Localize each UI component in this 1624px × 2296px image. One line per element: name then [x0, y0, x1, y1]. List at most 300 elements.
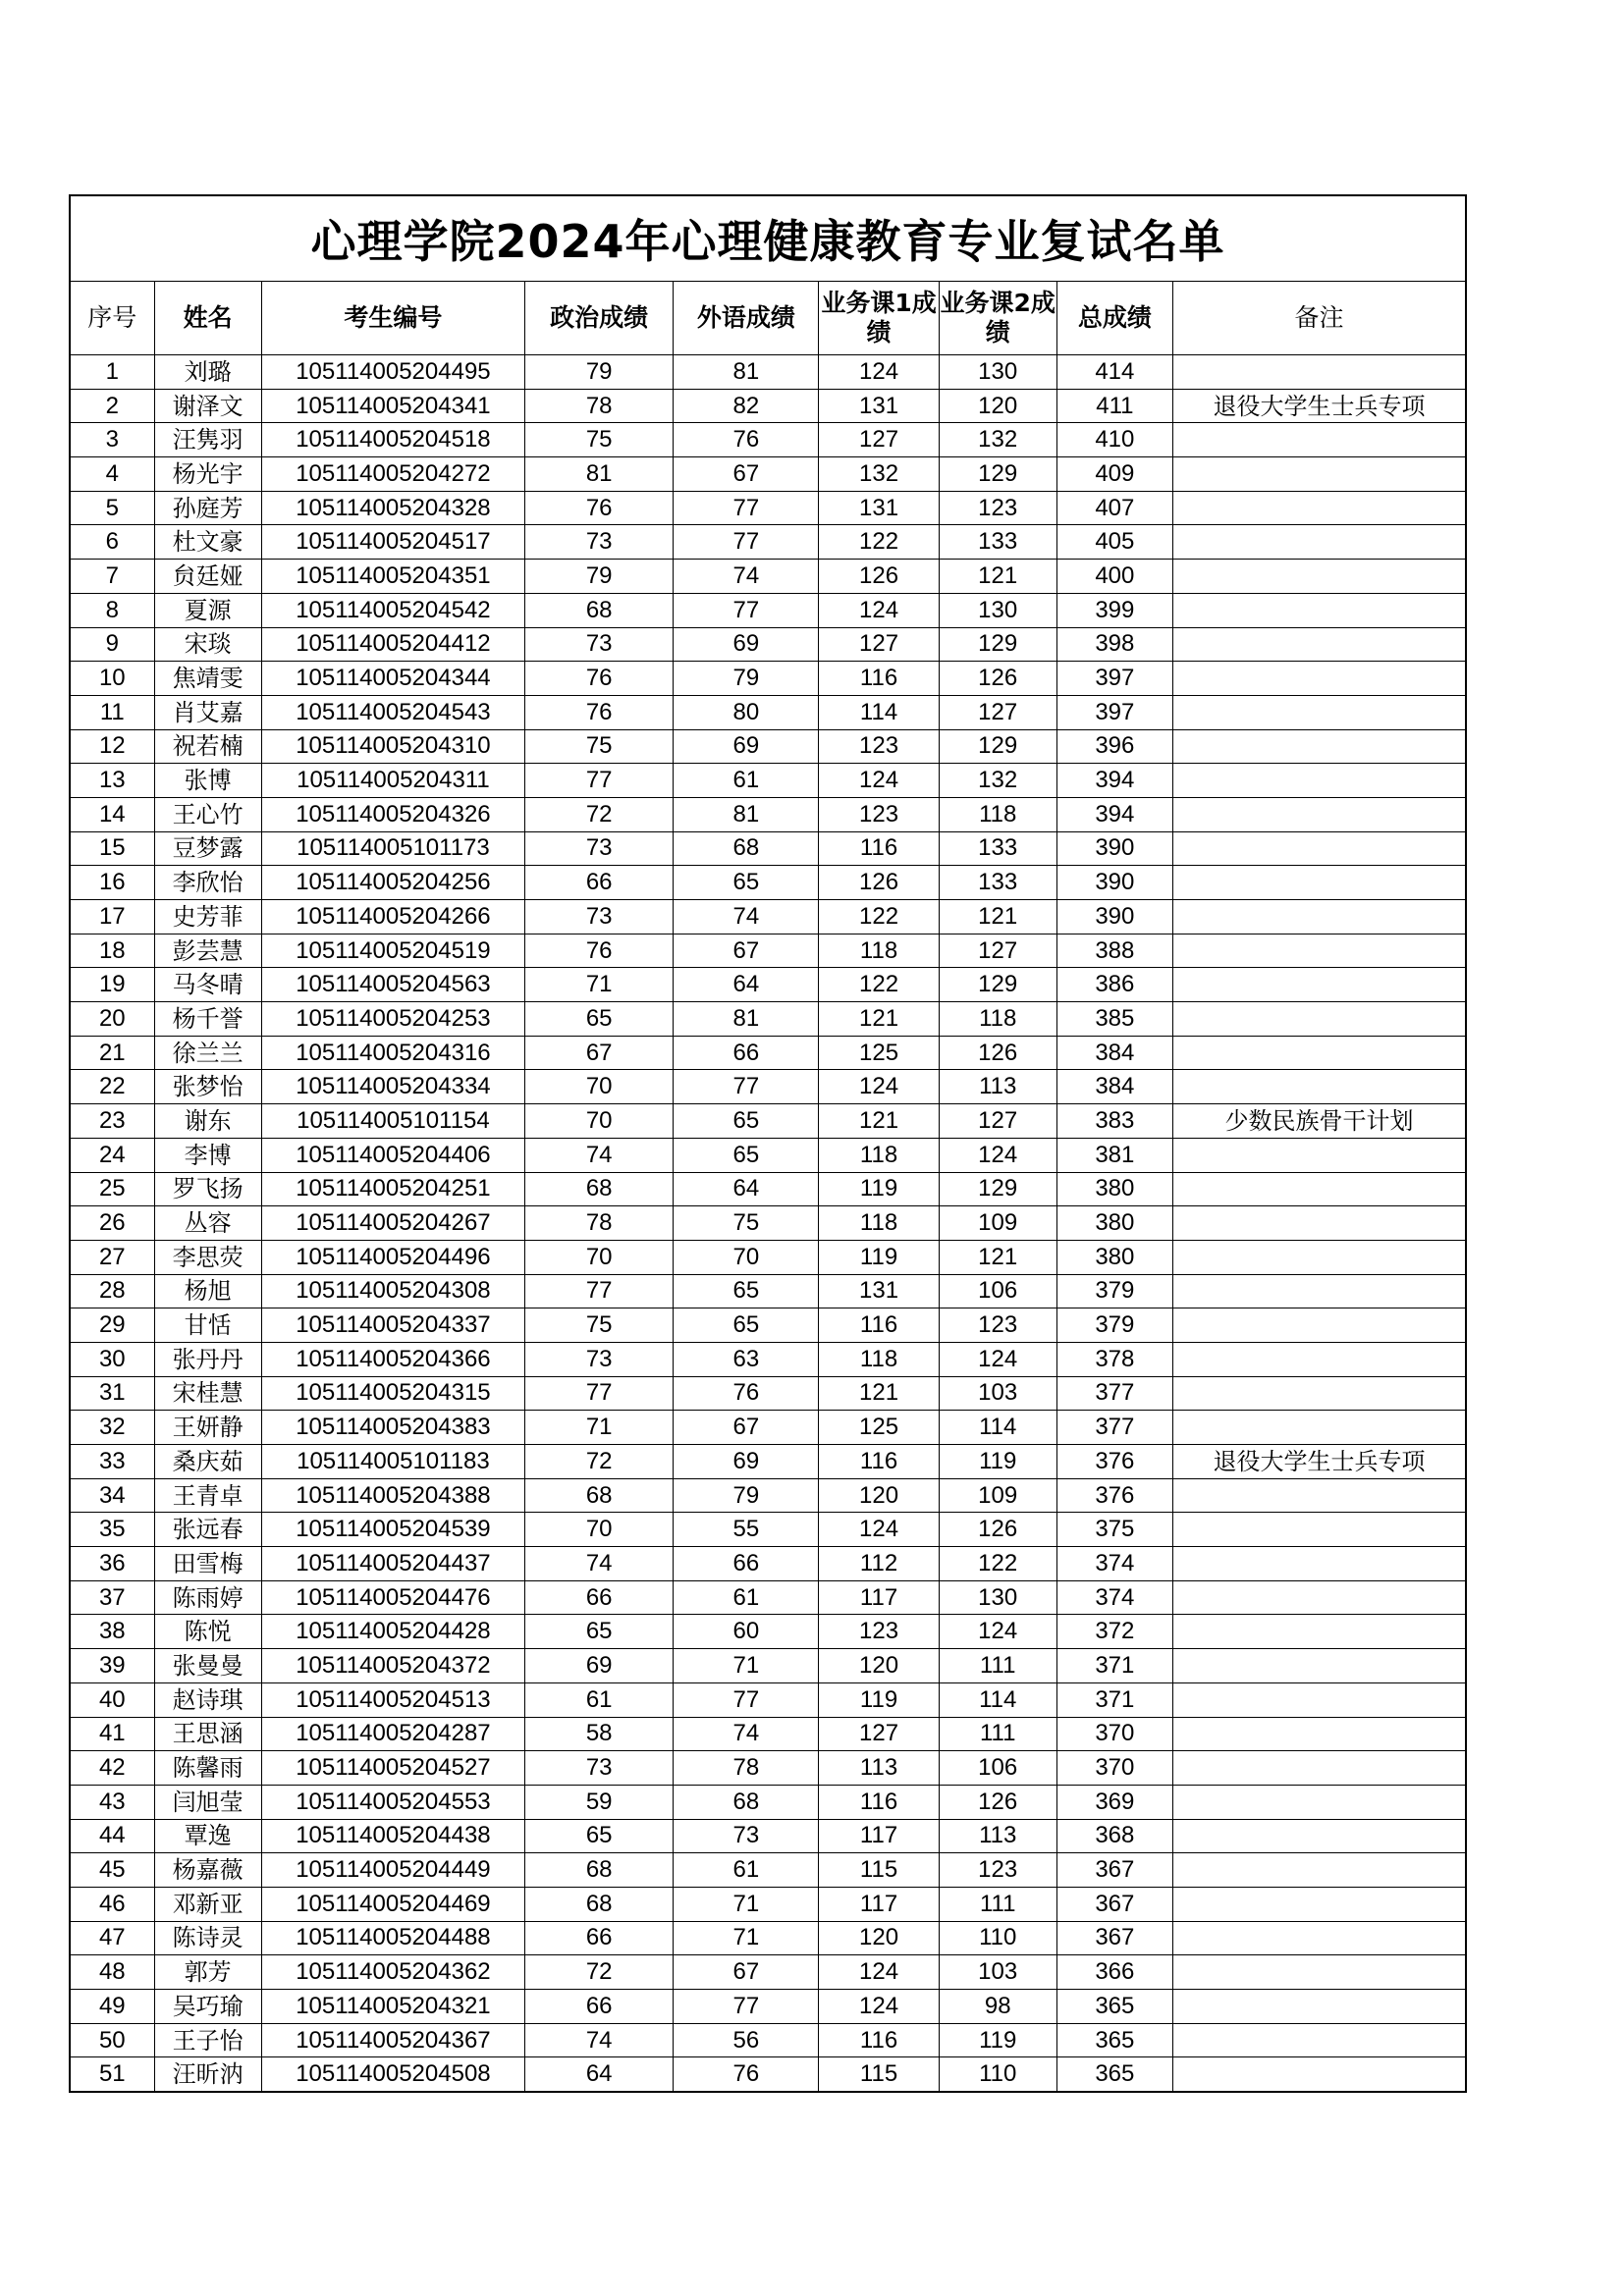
cell-name: 李博	[154, 1138, 261, 1172]
cell-candidate-id: 105114005204321	[261, 1990, 524, 2024]
table-row	[70, 1513, 1466, 1547]
cell-name: 丛容	[154, 1206, 261, 1241]
cell-index: 2	[70, 389, 154, 423]
cell-foreign-language: 71	[674, 1921, 819, 1955]
cell-politics: 70	[525, 1104, 674, 1139]
cell-candidate-id: 105114005204438	[261, 1819, 524, 1853]
cell-remarks	[1172, 423, 1466, 457]
cell-candidate-id: 105114005204539	[261, 1513, 524, 1547]
cell-subject1: 126	[819, 560, 939, 594]
cell-name: 张曼曼	[154, 1649, 261, 1683]
cell-foreign-language: 71	[674, 1887, 819, 1921]
cell-name: 李欣怡	[154, 866, 261, 900]
cell-subject2: 132	[939, 423, 1056, 457]
cell-total: 367	[1056, 1887, 1172, 1921]
cell-foreign-language: 79	[674, 662, 819, 696]
cell-subject2: 123	[939, 491, 1056, 525]
cell-subject1: 119	[819, 1172, 939, 1206]
cell-index: 31	[70, 1376, 154, 1411]
cell-name: 宋琰	[154, 627, 261, 662]
table-row	[70, 695, 1466, 729]
cell-candidate-id: 105114005204476	[261, 1580, 524, 1615]
cell-remarks	[1172, 1921, 1466, 1955]
cell-subject1: 119	[819, 1682, 939, 1717]
cell-name: 闫旭莹	[154, 1785, 261, 1819]
cell-foreign-language: 79	[674, 1478, 819, 1513]
cell-subject2: 126	[939, 662, 1056, 696]
cell-subject1: 123	[819, 1615, 939, 1649]
cell-subject2: 126	[939, 1785, 1056, 1819]
cell-remarks	[1172, 1853, 1466, 1888]
cell-total: 380	[1056, 1172, 1172, 1206]
cell-remarks	[1172, 627, 1466, 662]
cell-subject2: 130	[939, 593, 1056, 627]
cell-subject2: 118	[939, 1002, 1056, 1037]
cell-foreign-language: 77	[674, 525, 819, 560]
cell-index: 3	[70, 423, 154, 457]
table-row	[70, 1955, 1466, 1990]
cell-foreign-language: 68	[674, 831, 819, 866]
cell-subject2: 129	[939, 1172, 1056, 1206]
cell-index: 18	[70, 934, 154, 968]
table-row	[70, 1036, 1466, 1070]
cell-candidate-id: 105114005204287	[261, 1717, 524, 1751]
cell-subject1: 116	[819, 1445, 939, 1479]
cell-politics: 73	[525, 1342, 674, 1376]
cell-politics: 67	[525, 1036, 674, 1070]
cell-politics: 61	[525, 1682, 674, 1717]
cell-index: 16	[70, 866, 154, 900]
cell-foreign-language: 63	[674, 1342, 819, 1376]
cell-total: 400	[1056, 560, 1172, 594]
cell-remarks: 退役大学生士兵专项	[1172, 389, 1466, 423]
cell-remarks	[1172, 968, 1466, 1002]
cell-subject1: 116	[819, 2023, 939, 2057]
cell-remarks	[1172, 729, 1466, 764]
cell-subject2: 103	[939, 1955, 1056, 1990]
cell-remarks	[1172, 1376, 1466, 1411]
cell-subject1: 124	[819, 764, 939, 798]
table-row	[70, 1649, 1466, 1683]
cell-subject2: 122	[939, 1547, 1056, 1581]
cell-remarks	[1172, 491, 1466, 525]
cell-total: 378	[1056, 1342, 1172, 1376]
cell-total: 377	[1056, 1376, 1172, 1411]
cell-politics: 69	[525, 1649, 674, 1683]
cell-subject2: 119	[939, 1445, 1056, 1479]
cell-candidate-id: 105114005204334	[261, 1070, 524, 1104]
cell-index: 19	[70, 968, 154, 1002]
cell-subject1: 125	[819, 1036, 939, 1070]
cell-subject1: 122	[819, 525, 939, 560]
cell-politics: 72	[525, 1445, 674, 1479]
cell-name: 谢东	[154, 1104, 261, 1139]
cell-index: 28	[70, 1274, 154, 1308]
table-row	[70, 1274, 1466, 1308]
cell-subject1: 124	[819, 1070, 939, 1104]
cell-name: 焦靖雯	[154, 662, 261, 696]
cell-remarks	[1172, 1955, 1466, 1990]
cell-politics: 78	[525, 1206, 674, 1241]
cell-subject2: 127	[939, 1104, 1056, 1139]
cell-total: 384	[1056, 1070, 1172, 1104]
cell-name: 杜文豪	[154, 525, 261, 560]
cell-politics: 72	[525, 797, 674, 831]
table-row	[70, 1445, 1466, 1479]
cell-total: 365	[1056, 2057, 1172, 2092]
cell-subject1: 132	[819, 457, 939, 492]
cell-foreign-language: 65	[674, 1274, 819, 1308]
cell-total: 367	[1056, 1921, 1172, 1955]
cell-politics: 66	[525, 1990, 674, 2024]
cell-foreign-language: 69	[674, 627, 819, 662]
cell-subject2: 130	[939, 355, 1056, 390]
col-header-foreign-language: 外语成绩	[674, 282, 819, 355]
cell-candidate-id: 105114005204495	[261, 355, 524, 390]
cell-remarks	[1172, 593, 1466, 627]
cell-candidate-id: 105114005204553	[261, 1785, 524, 1819]
cell-subject2: 129	[939, 627, 1056, 662]
cell-index: 21	[70, 1036, 154, 1070]
cell-politics: 64	[525, 2057, 674, 2092]
table-row	[70, 2023, 1466, 2057]
cell-subject2: 110	[939, 1921, 1056, 1955]
cell-total: 372	[1056, 1615, 1172, 1649]
cell-foreign-language: 77	[674, 491, 819, 525]
cell-foreign-language: 73	[674, 1819, 819, 1853]
cell-subject1: 124	[819, 1955, 939, 1990]
cell-name: 张丹丹	[154, 1342, 261, 1376]
table-row	[70, 1887, 1466, 1921]
cell-total: 376	[1056, 1445, 1172, 1479]
table-row	[70, 1308, 1466, 1343]
table-row	[70, 1070, 1466, 1104]
cell-total: 397	[1056, 662, 1172, 696]
cell-foreign-language: 76	[674, 423, 819, 457]
cell-remarks	[1172, 662, 1466, 696]
cell-name: 彭芸慧	[154, 934, 261, 968]
table-row	[70, 491, 1466, 525]
cell-remarks	[1172, 1070, 1466, 1104]
cell-name: 田雪梅	[154, 1547, 261, 1581]
cell-index: 48	[70, 1955, 154, 1990]
cell-total: 394	[1056, 764, 1172, 798]
cell-politics: 79	[525, 560, 674, 594]
cell-foreign-language: 69	[674, 1445, 819, 1479]
cell-subject1: 121	[819, 1002, 939, 1037]
cell-subject2: 133	[939, 525, 1056, 560]
header-row	[70, 282, 1466, 355]
cell-subject2: 124	[939, 1615, 1056, 1649]
cell-total: 371	[1056, 1682, 1172, 1717]
cell-subject2: 120	[939, 389, 1056, 423]
cell-politics: 79	[525, 355, 674, 390]
table-row	[70, 560, 1466, 594]
cell-subject1: 118	[819, 1206, 939, 1241]
cell-subject1: 117	[819, 1819, 939, 1853]
cell-index: 10	[70, 662, 154, 696]
cell-subject2: 111	[939, 1717, 1056, 1751]
cell-politics: 78	[525, 389, 674, 423]
cell-subject2: 127	[939, 934, 1056, 968]
cell-total: 370	[1056, 1751, 1172, 1786]
cell-index: 30	[70, 1342, 154, 1376]
cell-index: 8	[70, 593, 154, 627]
table-row	[70, 1478, 1466, 1513]
cell-remarks	[1172, 900, 1466, 934]
cell-candidate-id: 105114005204518	[261, 423, 524, 457]
cell-politics: 71	[525, 1411, 674, 1445]
cell-remarks	[1172, 1819, 1466, 1853]
cell-candidate-id: 105114005204253	[261, 1002, 524, 1037]
cell-subject2: 118	[939, 797, 1056, 831]
cell-subject2: 123	[939, 1853, 1056, 1888]
cell-candidate-id: 105114005101173	[261, 831, 524, 866]
cell-remarks	[1172, 1206, 1466, 1241]
cell-foreign-language: 74	[674, 560, 819, 594]
table-row	[70, 900, 1466, 934]
cell-remarks	[1172, 2057, 1466, 2092]
cell-index: 27	[70, 1240, 154, 1274]
table-row	[70, 1921, 1466, 1955]
col-header-subject1: 业务课1成绩	[819, 282, 939, 355]
cell-foreign-language: 67	[674, 934, 819, 968]
cell-name: 豆梦露	[154, 831, 261, 866]
cell-foreign-language: 64	[674, 1172, 819, 1206]
cell-index: 50	[70, 2023, 154, 2057]
cell-subject1: 124	[819, 1513, 939, 1547]
cell-subject2: 114	[939, 1411, 1056, 1445]
cell-foreign-language: 75	[674, 1206, 819, 1241]
cell-subject1: 131	[819, 1274, 939, 1308]
cell-candidate-id: 105114005204316	[261, 1036, 524, 1070]
cell-index: 35	[70, 1513, 154, 1547]
cell-politics: 73	[525, 627, 674, 662]
cell-politics: 68	[525, 1887, 674, 1921]
cell-remarks	[1172, 355, 1466, 390]
cell-subject2: 124	[939, 1342, 1056, 1376]
cell-subject2: 106	[939, 1751, 1056, 1786]
cell-index: 14	[70, 797, 154, 831]
cell-name: 汪隽羽	[154, 423, 261, 457]
cell-index: 17	[70, 900, 154, 934]
cell-name: 张梦怡	[154, 1070, 261, 1104]
cell-remarks	[1172, 1717, 1466, 1751]
cell-subject2: 133	[939, 831, 1056, 866]
cell-candidate-id: 105114005204563	[261, 968, 524, 1002]
cell-subject2: 103	[939, 1376, 1056, 1411]
col-header-index: 序号	[70, 282, 154, 355]
col-header-total: 总成绩	[1056, 282, 1172, 355]
cell-remarks	[1172, 560, 1466, 594]
cell-candidate-id: 105114005204362	[261, 1955, 524, 1990]
cell-total: 383	[1056, 1104, 1172, 1139]
cell-foreign-language: 60	[674, 1615, 819, 1649]
cell-subject1: 115	[819, 1853, 939, 1888]
cell-total: 365	[1056, 2023, 1172, 2057]
cell-index: 13	[70, 764, 154, 798]
cell-index: 23	[70, 1104, 154, 1139]
cell-name: 杨嘉薇	[154, 1853, 261, 1888]
cell-foreign-language: 61	[674, 1853, 819, 1888]
cell-total: 368	[1056, 1819, 1172, 1853]
cell-name: 王子怡	[154, 2023, 261, 2057]
table-row	[70, 866, 1466, 900]
cell-politics: 66	[525, 866, 674, 900]
cell-total: 379	[1056, 1274, 1172, 1308]
cell-name: 覃逸	[154, 1819, 261, 1853]
cell-name: 贠廷娅	[154, 560, 261, 594]
cell-total: 397	[1056, 695, 1172, 729]
table-row	[70, 355, 1466, 390]
cell-subject1: 122	[819, 900, 939, 934]
table-row	[70, 1411, 1466, 1445]
cell-name: 宋桂慧	[154, 1376, 261, 1411]
cell-name: 马冬晴	[154, 968, 261, 1002]
table-row	[70, 1751, 1466, 1786]
cell-total: 370	[1056, 1717, 1172, 1751]
cell-name: 王青卓	[154, 1478, 261, 1513]
cell-remarks	[1172, 797, 1466, 831]
cell-candidate-id: 105114005204367	[261, 2023, 524, 2057]
cell-remarks	[1172, 1138, 1466, 1172]
cell-name: 陈馨雨	[154, 1751, 261, 1786]
cell-politics: 68	[525, 593, 674, 627]
cell-candidate-id: 105114005204542	[261, 593, 524, 627]
cell-index: 9	[70, 627, 154, 662]
cell-total: 410	[1056, 423, 1172, 457]
table-row	[70, 1853, 1466, 1888]
cell-remarks	[1172, 2023, 1466, 2057]
cell-name: 王思涵	[154, 1717, 261, 1751]
cell-subject1: 113	[819, 1751, 939, 1786]
cell-subject2: 126	[939, 1513, 1056, 1547]
cell-total: 384	[1056, 1036, 1172, 1070]
cell-subject2: 121	[939, 900, 1056, 934]
cell-politics: 73	[525, 831, 674, 866]
cell-remarks	[1172, 764, 1466, 798]
table-row	[70, 525, 1466, 560]
cell-name: 郭芳	[154, 1955, 261, 1990]
cell-subject2: 124	[939, 1138, 1056, 1172]
cell-subject1: 120	[819, 1649, 939, 1683]
cell-foreign-language: 65	[674, 1138, 819, 1172]
cell-total: 390	[1056, 900, 1172, 934]
col-header-candidate-id: 考生编号	[261, 282, 524, 355]
cell-total: 365	[1056, 1990, 1172, 2024]
cell-index: 1	[70, 355, 154, 390]
cell-subject1: 118	[819, 1342, 939, 1376]
page-title: 心理学院2024年心理健康教育专业复试名单	[70, 195, 1466, 282]
cell-subject2: 130	[939, 1580, 1056, 1615]
cell-total: 414	[1056, 355, 1172, 390]
cell-candidate-id: 105114005204517	[261, 525, 524, 560]
cell-index: 32	[70, 1411, 154, 1445]
cell-foreign-language: 56	[674, 2023, 819, 2057]
cell-remarks	[1172, 1990, 1466, 2024]
table-row	[70, 729, 1466, 764]
cell-foreign-language: 66	[674, 1036, 819, 1070]
cell-foreign-language: 81	[674, 1002, 819, 1037]
cell-subject2: 121	[939, 560, 1056, 594]
cell-name: 肖艾嘉	[154, 695, 261, 729]
table-row	[70, 968, 1466, 1002]
cell-subject2: 126	[939, 1036, 1056, 1070]
cell-politics: 74	[525, 1138, 674, 1172]
cell-index: 43	[70, 1785, 154, 1819]
cell-subject1: 124	[819, 1990, 939, 2024]
cell-name: 孙庭芳	[154, 491, 261, 525]
cell-index: 4	[70, 457, 154, 492]
cell-candidate-id: 105114005204310	[261, 729, 524, 764]
cell-candidate-id: 105114005204315	[261, 1376, 524, 1411]
cell-name: 罗飞扬	[154, 1172, 261, 1206]
cell-name: 史芳菲	[154, 900, 261, 934]
cell-total: 405	[1056, 525, 1172, 560]
cell-politics: 76	[525, 695, 674, 729]
cell-politics: 76	[525, 934, 674, 968]
cell-index: 15	[70, 831, 154, 866]
cell-total: 381	[1056, 1138, 1172, 1172]
cell-candidate-id: 105114005204428	[261, 1615, 524, 1649]
cell-foreign-language: 77	[674, 593, 819, 627]
cell-name: 陈悦	[154, 1615, 261, 1649]
cell-politics: 59	[525, 1785, 674, 1819]
cell-total: 369	[1056, 1785, 1172, 1819]
cell-remarks	[1172, 1036, 1466, 1070]
cell-politics: 68	[525, 1478, 674, 1513]
cell-subject1: 115	[819, 2057, 939, 2092]
cell-politics: 70	[525, 1513, 674, 1547]
table-row	[70, 423, 1466, 457]
cell-total: 371	[1056, 1649, 1172, 1683]
cell-total: 376	[1056, 1478, 1172, 1513]
cell-foreign-language: 67	[674, 457, 819, 492]
cell-remarks	[1172, 1785, 1466, 1819]
cell-total: 407	[1056, 491, 1172, 525]
col-header-name: 姓名	[154, 282, 261, 355]
cell-subject1: 124	[819, 355, 939, 390]
cell-candidate-id: 105114005204488	[261, 1921, 524, 1955]
cell-candidate-id: 105114005204372	[261, 1649, 524, 1683]
cell-name: 夏源	[154, 593, 261, 627]
cell-subject1: 126	[819, 866, 939, 900]
cell-index: 47	[70, 1921, 154, 1955]
cell-foreign-language: 71	[674, 1649, 819, 1683]
cell-name: 吴巧瑜	[154, 1990, 261, 2024]
cell-politics: 77	[525, 764, 674, 798]
cell-total: 380	[1056, 1240, 1172, 1274]
cell-candidate-id: 105114005204308	[261, 1274, 524, 1308]
cell-foreign-language: 78	[674, 1751, 819, 1786]
cell-politics: 81	[525, 457, 674, 492]
table-row	[70, 457, 1466, 492]
cell-subject1: 120	[819, 1921, 939, 1955]
cell-subject2: 111	[939, 1887, 1056, 1921]
cell-candidate-id: 105114005204383	[261, 1411, 524, 1445]
cell-remarks	[1172, 1682, 1466, 1717]
cell-candidate-id: 105114005101183	[261, 1445, 524, 1479]
cell-total: 374	[1056, 1580, 1172, 1615]
cell-foreign-language: 81	[674, 797, 819, 831]
cell-index: 34	[70, 1478, 154, 1513]
cell-remarks	[1172, 1002, 1466, 1037]
cell-candidate-id: 105114005204344	[261, 662, 524, 696]
table-row	[70, 831, 1466, 866]
cell-name: 张远春	[154, 1513, 261, 1547]
table-row	[70, 2057, 1466, 2092]
cell-subject2: 121	[939, 1240, 1056, 1274]
